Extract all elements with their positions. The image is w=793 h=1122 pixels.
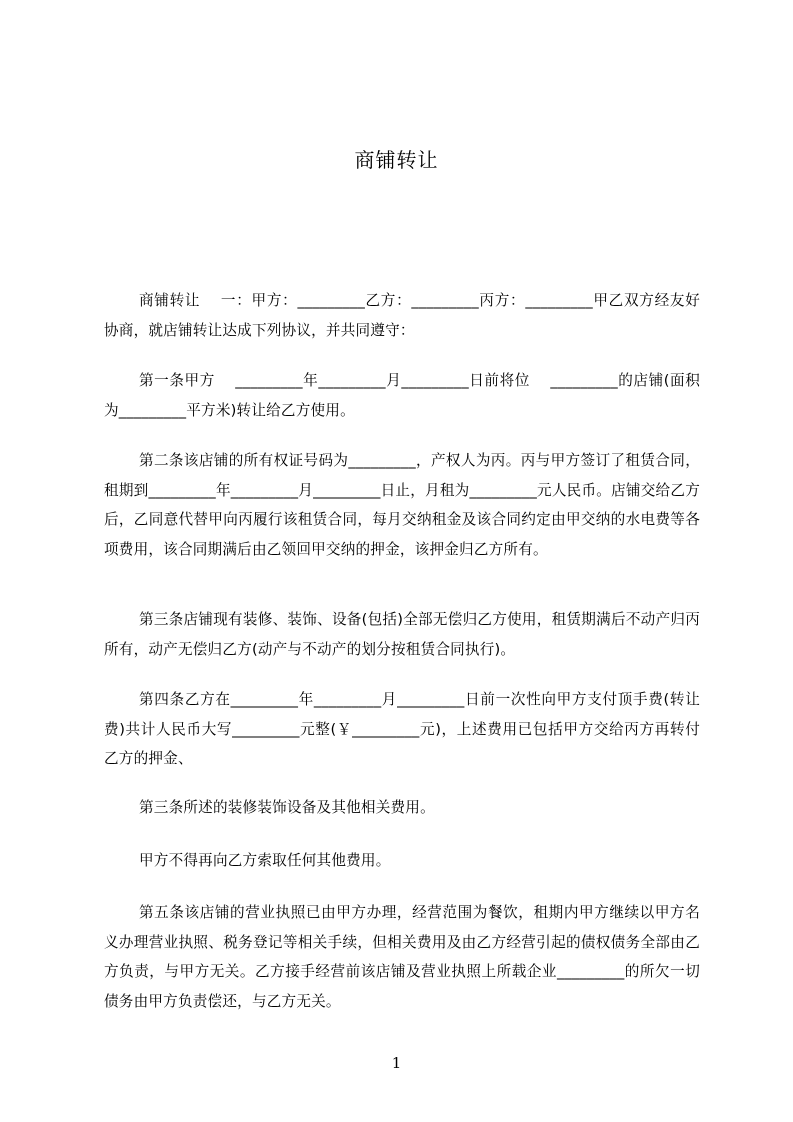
paragraph-parties: 商铺转让 一：甲方：_________乙方：_________丙方：_________甲乙双方经友好协商，就店铺转让达成下列协议，并共同遵守： xyxy=(104,292,700,339)
paragraph-article-4-continued: 第三条所述的装修装饰设备及其他相关费用。 xyxy=(139,799,435,816)
paragraph-article-2: 第二条该店铺的所有权证号码为_________，产权人为丙。丙与甲方签订了租赁合同，租期到_________年_________月_________日止，月租为_________元人民币。店铺交给乙方后，乙同意代替甲向丙履行该租赁合同，每月交纳租金及该合同约定由甲交纳的水电费等各项费用，该合同期满后由乙领回甲交纳的押金，该押金归乙方所有。 xyxy=(104,452,700,558)
paragraph-article-1: 第一条甲方 _________年_________月_________日前将位 _________的店铺(面积为_________平方米)转让给乙方使用。 xyxy=(104,372,700,419)
paragraph-article-3: 第三条店铺现有装修、装饰、设备(包括)全部无偿归乙方使用，租赁期满后不动产归丙所有，动产无偿归乙方(动产与不动产的划分按租赁合同执行)。 xyxy=(104,611,700,658)
paragraph-article-5: 第五条该店铺的营业执照已由甲方办理，经营范围为餐饮，租期内甲方继续以甲方名义办理营业执照、税务登记等相关手续，但相关费用及由乙方经营引起的债权债务全部由乙方负责，与甲方无关。乙方接手经营前该店铺及营业执照上所载企业_________的所欠一切债务由甲方负责偿还，与乙方无关。 xyxy=(104,904,700,1010)
document-title: 商铺转让 xyxy=(354,148,439,172)
paragraph-article-4: 第四条乙方在_________年_________月_________日前一次性向甲方支付顶手费(转让费)共计人民币大写_________元整(￥_________元)，上述费用已包括甲方交给丙方再转付乙方的押金、 xyxy=(104,691,700,767)
paragraph-no-other-fees: 甲方不得再向乙方索取任何其他费用。 xyxy=(139,852,391,869)
page-number: 1 xyxy=(391,1054,402,1072)
